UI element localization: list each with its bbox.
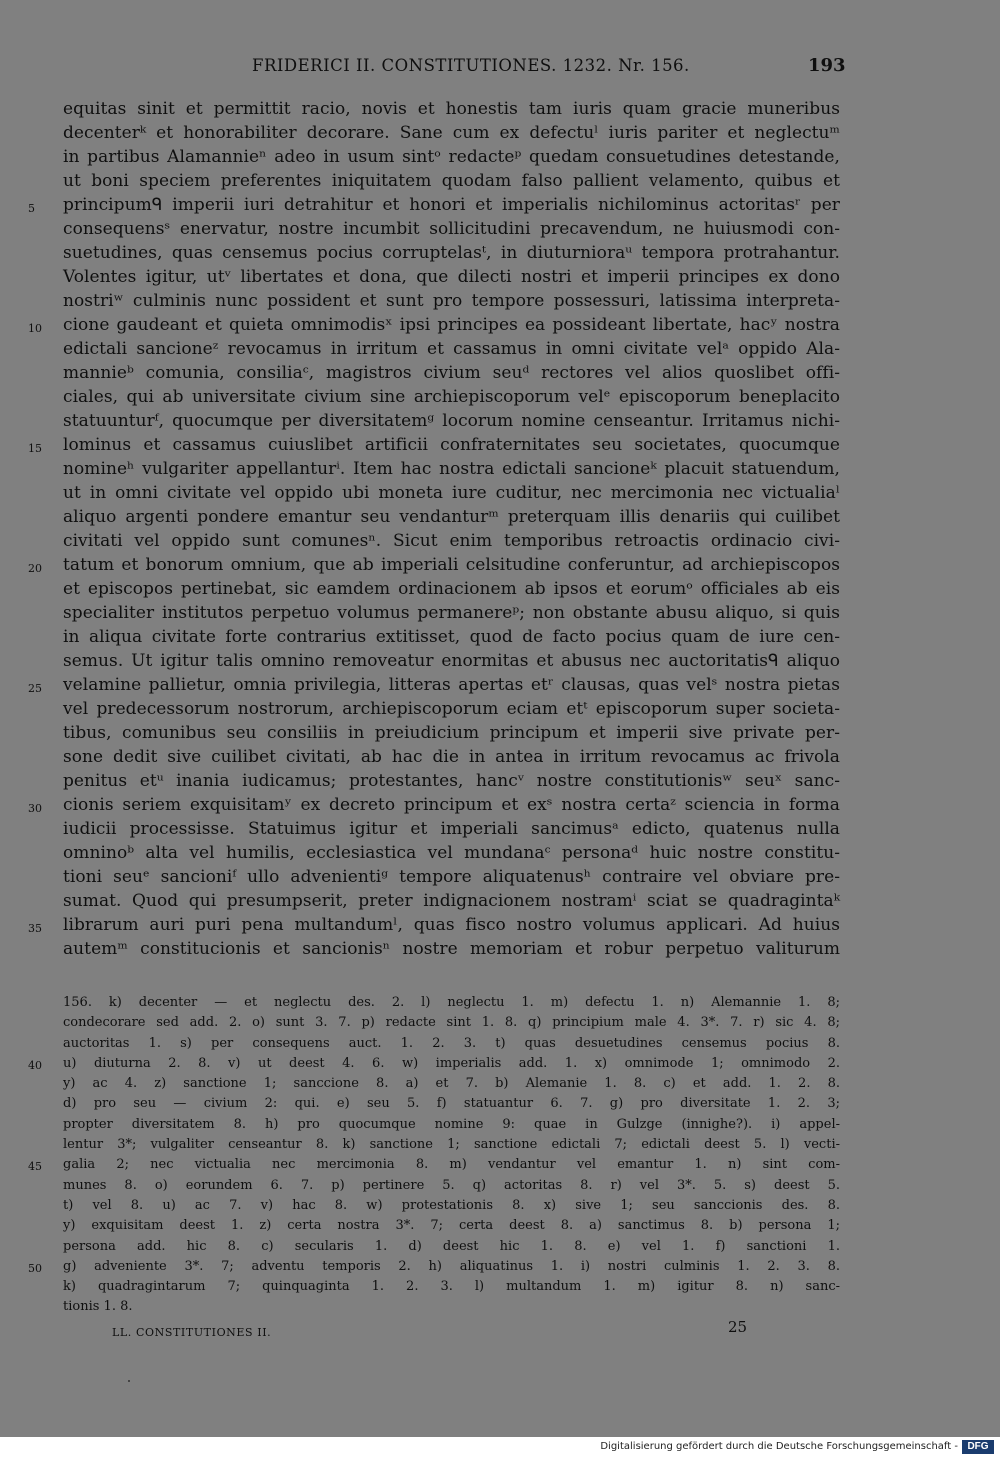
text-line (0, 314, 1000, 338)
line-text: semus. Ut igitur talis omnino removeatur enormitas et abusus nec auctoritatisᑫ aliquo (63, 651, 840, 671)
line-number: 40 (28, 1058, 42, 1072)
text-line (0, 506, 1000, 530)
running-head (0, 56, 1000, 84)
line-text: civitati vel oppido sunt comunesⁿ. Sicut enim temporibus retroactis ordinacio civi- (63, 531, 840, 551)
text-line (0, 242, 1000, 266)
text-line (0, 794, 1000, 818)
line-text: ut in omni civitate vel oppido ubi moneta iure cuditur, nec mercimonia nec victualiaˡ (63, 483, 840, 503)
line-text: y) ac 4. z) sanctione 1; sanccione 8. a) et 7. b) Alemanie 1. 8. c) et add. 1. 2. 8. (63, 1076, 840, 1092)
text-line (0, 434, 1000, 458)
line-text: y) exquisitam deest 1. z) certa nostra 3*. 7; certa deest 8. a) sanctimus 8. b) persona 1; (63, 1218, 840, 1234)
text-line (0, 290, 1000, 314)
apparatus-line (0, 1238, 1000, 1258)
line-text: nomineʰ vulgariter appellanturⁱ. Item hac nostra edictali sancioneᵏ placuit statuendum, (63, 459, 840, 479)
text-line (0, 698, 1000, 722)
line-text: tatum et bonorum omnium, que ab imperiali celsitudine conferuntur, ad archiepiscopos (63, 555, 840, 575)
text-line (0, 338, 1000, 362)
apparatus-line (0, 1278, 1000, 1298)
text-line (0, 866, 1000, 890)
apparatus-line (0, 994, 1000, 1014)
text-line (0, 914, 1000, 938)
text-line (0, 818, 1000, 842)
line-text: k) quadragintarum 7; quinquaginta 1. 2. 3. l) multandum 1. m) igitur 8. n) sanc- (63, 1279, 840, 1295)
credit-text: Digitalisierung gefördert durch die Deutsche Forschungsgemeinschaft - (600, 1441, 958, 1452)
text-line (0, 650, 1000, 674)
text-line (0, 890, 1000, 914)
line-text: persona add. hic 8. c) secularis 1. d) deest hic 1. 8. e) vel 1. f) sanctioni 1. (63, 1238, 840, 1254)
apparatus-line (0, 1156, 1000, 1176)
line-text: u) diuturna 2. 8. v) ut deest 4. 6. w) imperialis add. 1. x) omnimode 1; omnimodo 2. (63, 1055, 840, 1071)
text-line (0, 122, 1000, 146)
text-line (0, 386, 1000, 410)
text-line (0, 602, 1000, 626)
dfg-logo-icon: DFG (962, 1440, 994, 1454)
line-number: 10 (28, 322, 42, 335)
text-line (0, 938, 1000, 962)
apparatus-line (0, 1075, 1000, 1095)
line-text: lentur 3*; vulgaliter censeantur 8. k) sanctione 1; sanctione edictali 7; edictali deest 5. l) vecti- (63, 1137, 840, 1153)
line-text: Volentes igitur, utᵛ libertates et dona, que dilecti nostri et imperii principes ex dono (63, 267, 840, 287)
page-number: 193 (808, 55, 846, 76)
line-number: 15 (28, 442, 42, 455)
apparatus-line (0, 1217, 1000, 1237)
running-title: FRIDERICI II. CONSTITUTIONES. 1232. Nr. 156. (252, 56, 690, 75)
line-text: vel predecessorum nostrorum, archiepiscoporum eciam etᵗ episcoporum super societa- (63, 699, 840, 719)
text-line (0, 530, 1000, 554)
line-text: cione gaudeant et quieta omnimodisˣ ipsi principes ea possideant libertate, hacʸ nostra (63, 315, 840, 335)
text-line (0, 842, 1000, 866)
text-line (0, 722, 1000, 746)
line-text: principumᑫ imperii iuri detrahitur et honori et imperialis nichilominus actoritasʳ per (63, 195, 840, 215)
footer-series-title: LL. CONSTITUTIONES II. (112, 1326, 272, 1339)
line-text: penitus etᵘ inania iudicamus; protestantes, hancᵛ nostre constitutionisʷ seuˣ sanc- (63, 771, 840, 791)
text-line (0, 554, 1000, 578)
line-text: statuunturᶠ, quocumque per diversitatemᵍ locorum nomine censeantur. Irritamus nichi- (63, 411, 840, 431)
critical-apparatus (0, 994, 1000, 1319)
text-line (0, 362, 1000, 386)
line-text: decenterᵏ et honorabiliter decorare. Sane cum ex defectuˡ iuris pariter et neglectuᵐ (63, 123, 840, 143)
text-line (0, 674, 1000, 698)
line-text: librarum auri puri pena multandumˡ, quas fisco nostro volumus applicari. Ad huius (63, 915, 840, 935)
line-text: suetudines, quas censemus pocius corruptelasᵗ, in diuturnioraᵘ tempora protrahantur. (63, 243, 840, 263)
text-line (0, 146, 1000, 170)
line-text: galia 2; nec victualia nec mercimonia 8. m) vendantur vel emantur 1. n) sint com- (63, 1157, 840, 1173)
scan-speck (128, 1380, 130, 1382)
line-text: munes 8. o) eorundem 6. 7. p) pertinere 5. q) actoritas 8. r) vel 3*. 5. s) deest 5. (63, 1177, 840, 1193)
text-line (0, 626, 1000, 650)
line-number: 20 (28, 562, 42, 575)
line-text: equitas sinit et permittit racio, novis et honestis tam iuris quam gracie muneribus (63, 99, 840, 119)
line-text: ut boni speciem preferentes iniquitatem quodam falso pallient velamento, quibus et (63, 171, 840, 191)
line-text: iudicii processisse. Statuimus igitur et imperiali sancimusᵃ edicto, quatenus nulla (63, 819, 840, 839)
text-line (0, 746, 1000, 770)
line-number: 45 (28, 1160, 42, 1174)
line-text: velamine pallietur, omnia privilegia, litteras apertas etʳ clausas, quas velˢ nostra pietas (63, 675, 840, 695)
main-text-block (0, 98, 1000, 962)
apparatus-line (0, 1258, 1000, 1278)
line-text: cionis seriem exquisitamʸ ex decreto principum et exˢ nostra certaᶻ sciencia in forma (63, 795, 840, 815)
apparatus-line (0, 1116, 1000, 1136)
line-text: specialiter institutos perpetuo volumus permanereᵖ; non obstante abusu aliquo, si quis (63, 603, 840, 623)
line-text: g) adveniente 3*. 7; adventu temporis 2. h) aliquatinus 1. i) nostri culminis 1. 2. 3. 8. (63, 1258, 840, 1274)
line-text: tionis 1. 8. (63, 1299, 133, 1315)
line-text: autemᵐ constitucionis et sancionisⁿ nostre memoriam et robur perpetuo valiturum (63, 939, 840, 959)
line-text: sone dedit sive cuilibet civitati, ab hac die in antea in irritum revocamus ac frivola (63, 747, 840, 767)
line-text: in aliqua civitate forte contrarius extitisset, quod de facto pocius quam de iure cen- (63, 627, 840, 647)
line-text: d) pro seu — civium 2: qui. e) seu 5. f) statuantur 6. 7. g) pro diversitate 1. 2. 3; (63, 1096, 840, 1112)
line-text: condecorare sed add. 2. o) sunt 3. 7. p) redacte sint 1. 8. q) principium male 4. 3*. 7. r) sic 4. 8; (63, 1015, 840, 1031)
text-line (0, 482, 1000, 506)
apparatus-line (0, 1014, 1000, 1034)
line-number: 30 (28, 802, 42, 815)
text-line (0, 98, 1000, 122)
line-text: t) vel 8. u) ac 7. v) hac 8. w) protestationis 8. x) sive 1; seu sanccionis des. 8. (63, 1197, 840, 1213)
line-text: omninoᵇ alta vel humilis, ecclesiastica vel mundanaᶜ personaᵈ huic nostre constitu- (63, 843, 840, 863)
text-line (0, 770, 1000, 794)
line-text: et episcopos pertinebat, sic eamdem ordinacionem ab ipsos et eorumᵒ officiales ab eis (63, 579, 840, 599)
line-number: 25 (28, 682, 42, 695)
line-text: propter diversitatem 8. h) pro quocumque nomine 9: quae in Gulzge (innighe?). i) appel- (63, 1116, 840, 1132)
line-text: aliquo argenti pondere emantur seu vendanturᵐ preterquam illis denariis qui cuilibet (63, 507, 840, 527)
line-text: mannieᵇ comunia, consiliaᶜ, magistros civium seuᵈ rectores vel alios quoslibet offi- (63, 363, 840, 383)
line-text: sumat. Quod qui presumpserit, preter indignacionem nostramⁱ sciat se quadragintaᵏ (63, 891, 840, 911)
line-number: 50 (28, 1261, 42, 1275)
line-text: edictali sancioneᶻ revocamus in irritum et cassamus in omni civitate velᵃ oppido Ala- (63, 339, 840, 359)
apparatus-line (0, 1177, 1000, 1197)
apparatus-line (0, 1298, 1000, 1318)
apparatus-line (0, 1035, 1000, 1055)
line-text: in partibus Alamannieⁿ adeo in usum sintᵒ redacteᵖ quedam consuetudines detestande, (63, 147, 840, 167)
line-text: ciales, qui ab universitate civium sine archiepiscoporum velᵉ episcoporum beneplacito (63, 387, 840, 407)
text-line (0, 410, 1000, 434)
line-text: nostriʷ culminis nunc possident et sunt pro tempore possessuri, latissima interpreta- (63, 291, 840, 311)
apparatus-line (0, 1095, 1000, 1115)
apparatus-line (0, 1055, 1000, 1075)
line-text: auctoritas 1. s) per consequens auct. 1. 2. 3. t) quas desuetudines censemus pocius 8. (63, 1035, 840, 1051)
text-line (0, 266, 1000, 290)
line-number: 5 (28, 202, 35, 215)
line-text: consequensˢ enervatur, nostre incumbit sollicitudini precavendum, ne huiusmodi con- (63, 219, 840, 239)
line-text: tioni seuᵉ sancioniᶠ ullo advenientiᵍ tempore aliquatenusʰ contraire vel obviare pre- (63, 867, 840, 887)
line-number: 35 (28, 922, 42, 935)
text-line (0, 218, 1000, 242)
footer-signature-number: 25 (728, 1318, 748, 1336)
line-text: lominus et cassamus cuiuslibet artificii confraternitates seu societates, quocumque (63, 435, 840, 455)
apparatus-line (0, 1197, 1000, 1217)
text-line (0, 194, 1000, 218)
line-text: tibus, comunibus seu consiliis in preiudicium principum et imperii sive private per- (63, 723, 840, 743)
text-line (0, 458, 1000, 482)
apparatus-line (0, 1136, 1000, 1156)
digitization-credit-bar (0, 1437, 1000, 1457)
text-line (0, 578, 1000, 602)
line-text: 156. k) decenter — et neglectu des. 2. l) neglectu 1. m) defectu 1. n) Alemannie 1. 8; (63, 995, 840, 1010)
text-line (0, 170, 1000, 194)
